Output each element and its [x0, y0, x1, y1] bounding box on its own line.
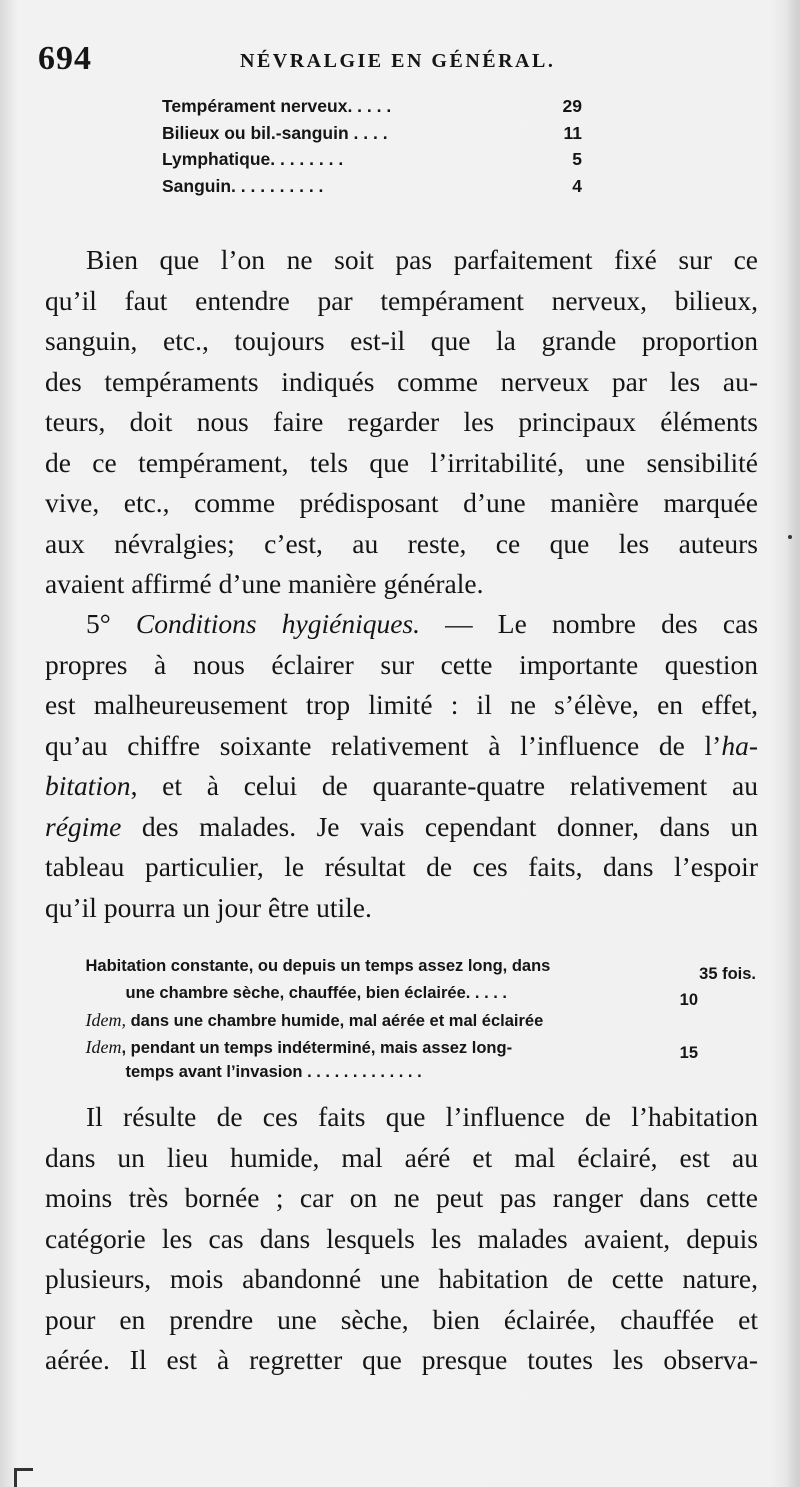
- section-number: 5°: [86, 608, 111, 639]
- paragraph-hygienic-conditions: [45, 604, 758, 928]
- text-line: Il résulte de ces faits que l’influence de l’habitation: [86, 1101, 758, 1132]
- text-line: [45, 766, 758, 807]
- temperament-table: [162, 96, 582, 202]
- habitation-table: [58, 938, 756, 1081]
- table-row-label: Lymphatique. . . . . . . .: [162, 149, 344, 169]
- section-heading: Conditions hygiéniques.: [135, 608, 420, 639]
- text-line: catégorie les cas dans lesquels les malades avaient, depuis: [45, 1222, 758, 1254]
- table-row-value: 11: [563, 122, 582, 143]
- table-row: [58, 991, 756, 1030]
- table-row-label: Habitation constante, ou depuis un temps assez long, dans: [85, 957, 551, 975]
- text-line: de ce tempérament, tels que l’irritabilité, une sensibilité: [45, 446, 758, 478]
- table-row-value: 15: [679, 1044, 698, 1062]
- running-title: NÉVRALGIE EN GÉNÉRAL.: [240, 50, 556, 72]
- text-line: Bien que l’on ne soit pas parfaitement fixé sur ce: [86, 244, 758, 275]
- ink-speck: [788, 535, 792, 539]
- text-line: aérée. Il est à regretter que presque toutes les observa-: [45, 1344, 758, 1375]
- text-line: tableau particulier, le résultat de ces faits, dans l’espoir: [45, 851, 758, 882]
- table-row-value: 5: [572, 149, 582, 169]
- text-line: pour en prendre une sèche, bien éclairée, chauffée et: [45, 1303, 758, 1335]
- page-edge-shadow: [786, 0, 800, 1487]
- text-line: [45, 807, 758, 848]
- table-row-value: 10: [679, 991, 698, 1009]
- table-row: [58, 1044, 756, 1081]
- italic-fragment: Idem,: [85, 1010, 126, 1030]
- text-line: sanguin, etc., toujours est-il que la grande proportion: [45, 325, 758, 356]
- text-line: qu’il faut entendre par tempérament nerveux, bilieux,: [45, 284, 758, 316]
- text-line: aux névralgies; c’est, au reste, ce que les auteurs: [45, 527, 758, 559]
- text-line: avaient affirmé d’une manière générale.: [45, 568, 484, 599]
- text-line: plusieurs, mois abandonné une habitation de cette nature,: [45, 1263, 758, 1294]
- table-row: [162, 123, 582, 150]
- table-row-value: 4: [572, 175, 582, 196]
- page-header: [38, 40, 778, 80]
- paragraph-temperament: [45, 240, 758, 605]
- text-line: [45, 726, 758, 767]
- table-row-label: Bilieux ou bil.-sanguin . . . .: [162, 122, 388, 143]
- table-row-label: Tempérament nerveux. . . . .: [162, 96, 392, 116]
- table-row: [162, 149, 582, 176]
- text-line: vive, etc., comme prédisposant d’une manière marquée: [45, 487, 758, 518]
- text-fragment: qu’au chiffre soixante relativement à l’influence de l’: [45, 729, 722, 761]
- text-line: dans un lieu humide, mal aéré et mal éclairé, est au: [45, 1141, 758, 1173]
- table-row: [162, 96, 582, 123]
- table-row-label: dans une chambre humide, mal aérée et mal éclairée: [126, 1012, 544, 1030]
- text-line: des tempéraments indiqués comme nerveux par les au-: [45, 365, 758, 397]
- page-corner-mark: [14, 1468, 33, 1487]
- table-row-label: , pendant un temps indéterminé, mais assez long-: [121, 1038, 513, 1057]
- table-row-value: 29: [562, 96, 582, 116]
- italic-fragment: régime: [45, 810, 122, 842]
- table-row-value: 35 fois.: [699, 964, 756, 983]
- table-row-label: temps avant l’invasion . . . . . . . . . . . . .: [125, 1063, 422, 1081]
- table-row-label: une chambre sèche, chauffée, bien éclairée. . . . .: [125, 983, 508, 1002]
- text-fragment: , et à celui de quarante-quatre relativement au: [130, 770, 758, 801]
- text-fragment: — Le nombre des cas: [445, 608, 759, 639]
- italic-fragment: ha-: [721, 729, 758, 761]
- text-line: propres à nous éclairer sur cette importante question: [45, 648, 758, 680]
- italic-fragment: bitation: [45, 770, 131, 801]
- paragraph-conclusion: [45, 1097, 758, 1381]
- text-line: est malheureusement trop limité : il ne s’élève, en effet,: [45, 689, 758, 720]
- section-heading-line: [45, 604, 758, 645]
- text-fragment: des malades. Je vais cependant donner, dans un: [121, 810, 758, 842]
- table-row: [162, 176, 582, 203]
- text-line: teurs, doit nous faire regarder les principaux éléments: [45, 406, 758, 437]
- text-line: qu’il pourra un jour être utile.: [45, 891, 372, 923]
- page-number: 694: [38, 40, 92, 77]
- table-row-label: Sanguin. . . . . . . . . .: [162, 175, 324, 196]
- text-line: moins très bornée ; car on ne peut pas ranger dans cette: [45, 1182, 758, 1213]
- italic-fragment: Idem: [85, 1036, 122, 1057]
